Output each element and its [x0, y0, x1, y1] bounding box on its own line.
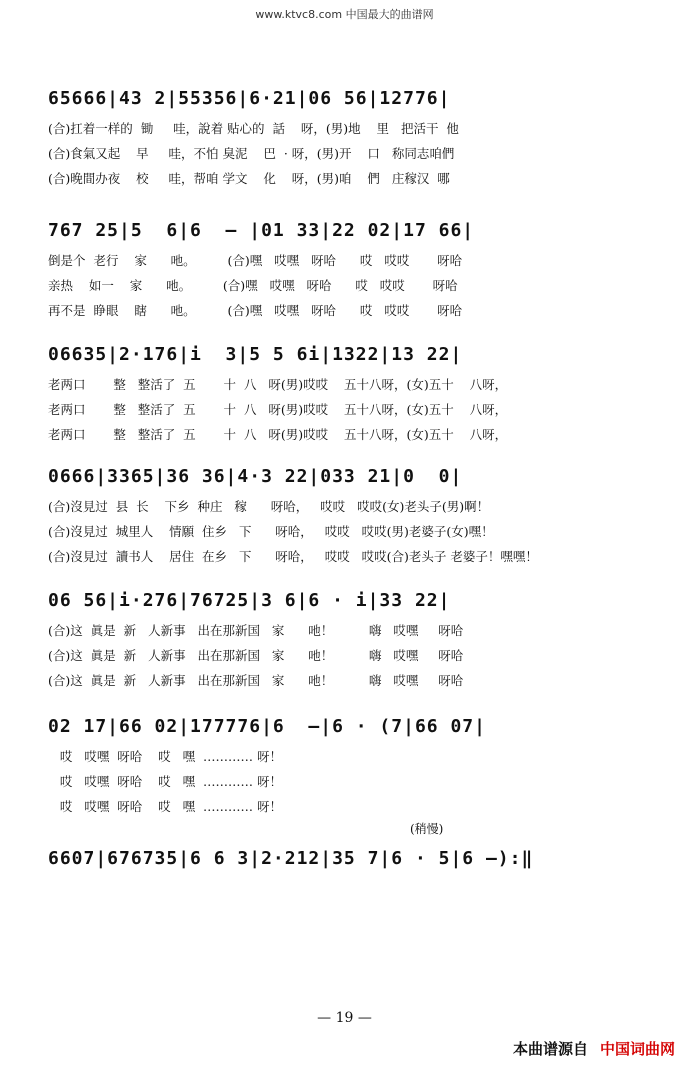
lyric-verse-1: 哎 哎嘿 呀哈 哎 嘿 ………… 呀！: [48, 749, 283, 764]
lyric-verse-2: 哎 哎嘿 呀哈 哎 嘿 ………… 呀！: [48, 774, 283, 789]
notation-line: 6607|676735|6 6 3|2·212|35 7|6 · 5|6 —):‖: [48, 848, 534, 869]
lyric-verse-3: 再不是 睁眼 瞎 吔。 (合)嘿 哎嘿 呀哈 哎 哎哎 呀哈: [48, 303, 463, 318]
notation-line: 06635|2·176|i 3|5 5 6i|1322|13 22|: [48, 344, 463, 365]
lyric-verse-2: 老两口 整 整活了 五 十 八 呀(男)哎哎 五十八呀，(女)五十 八呀，: [48, 402, 508, 417]
score-system-1: [48, 82, 648, 191]
lyric-verse-1: 老两口 整 整活了 五 十 八 呀(男)哎哎 五十八呀，(女)五十 八呀，: [48, 377, 508, 392]
notation-line: 02 17|66 02|177776|6 —|6 · (7|66 07|: [48, 716, 486, 737]
page-number: — 19 —: [317, 1010, 372, 1026]
lyric-verse-1: (合)沒見过 县 长 下乡 种庄 稼 呀哈， 哎哎 哎哎(女)老头子(男)啊！: [48, 499, 490, 514]
lyric-verse-1: 倒是个 老行 家 吔。 (合)嘿 哎嘿 呀哈 哎 哎哎 呀哈: [48, 253, 463, 268]
lyric-verse-1: (合)这 眞是 新 人新事 出在那新国 家 吔！ 嗨 哎嘿 呀哈: [48, 623, 464, 638]
site-url: www.ktvc8.com 中国最大的曲谱网: [255, 8, 434, 21]
lyric-verse-2: (合)这 眞是 新 人新事 出在那新国 家 吔！ 嗨 哎嘿 呀哈: [48, 648, 464, 663]
score-system-3: [48, 338, 648, 447]
lyric-verse-2: 亲热 如一 家 吔。 (合)嘿 哎嘿 呀哈 哎 哎哎 呀哈: [48, 278, 458, 293]
notation-line: 06 56|i·276|76725|3 6|6 · i|33 22|: [48, 590, 451, 611]
notation-line: 767 25|5 6|6 — |01 33|22 02|17 66|: [48, 220, 475, 241]
footer-source-label: 本曲谱源自: [512, 1040, 588, 1058]
source-footer: [513, 1038, 675, 1059]
score-system-5: [48, 584, 648, 693]
lyric-verse-1: (合)扛着一样的 锄 哇，說着 贴心的 話 呀，(男)地 里 把活干 他: [48, 121, 459, 136]
lyric-verse-3: (合)这 眞是 新 人新事 出在那新国 家 吔！ 嗨 哎嘿 呀哈: [48, 673, 464, 688]
footer-site-logo[interactable]: 中国词曲网: [599, 1040, 675, 1058]
score-system-2: [48, 214, 648, 323]
lyric-verse-3: 哎 哎嘿 呀哈 哎 嘿 ………… 呀！: [48, 799, 283, 814]
notation-line: 0666|3365|36 36|4·3 22|033 21|0 0|: [48, 466, 463, 487]
notation-line: 65666|43 2|55356|6·21|06 56|12776|: [48, 88, 451, 109]
lyric-verse-3: (合)沒見过 讀书人 居住 在乡 下 呀哈， 哎哎 哎哎(合)老头子 老婆子！嘿嘿！: [48, 549, 538, 564]
score-system-6: [48, 710, 648, 819]
score-system-7: [48, 842, 648, 876]
tempo-marking: (稍慢): [410, 822, 444, 836]
lyric-verse-3: (合)晚間办夜 校 哇，帮咱 学文 化 呀，(男)咱 們 庄稼汉 哪: [48, 171, 450, 186]
lyric-verse-3: 老两口 整 整活了 五 十 八 呀(男)哎哎 五十八呀，(女)五十 八呀，: [48, 427, 508, 442]
lyric-verse-2: (合)沒見过 城里人 情願 住乡 下 呀哈， 哎哎 哎哎(男)老婆子(女)嘿！: [48, 524, 494, 539]
lyric-verse-2: (合)食氣又起 早 哇，不怕 臭泥 巴 · 呀，(男)开 口 称同志咱們: [48, 146, 455, 161]
score-system-4: [48, 460, 648, 569]
